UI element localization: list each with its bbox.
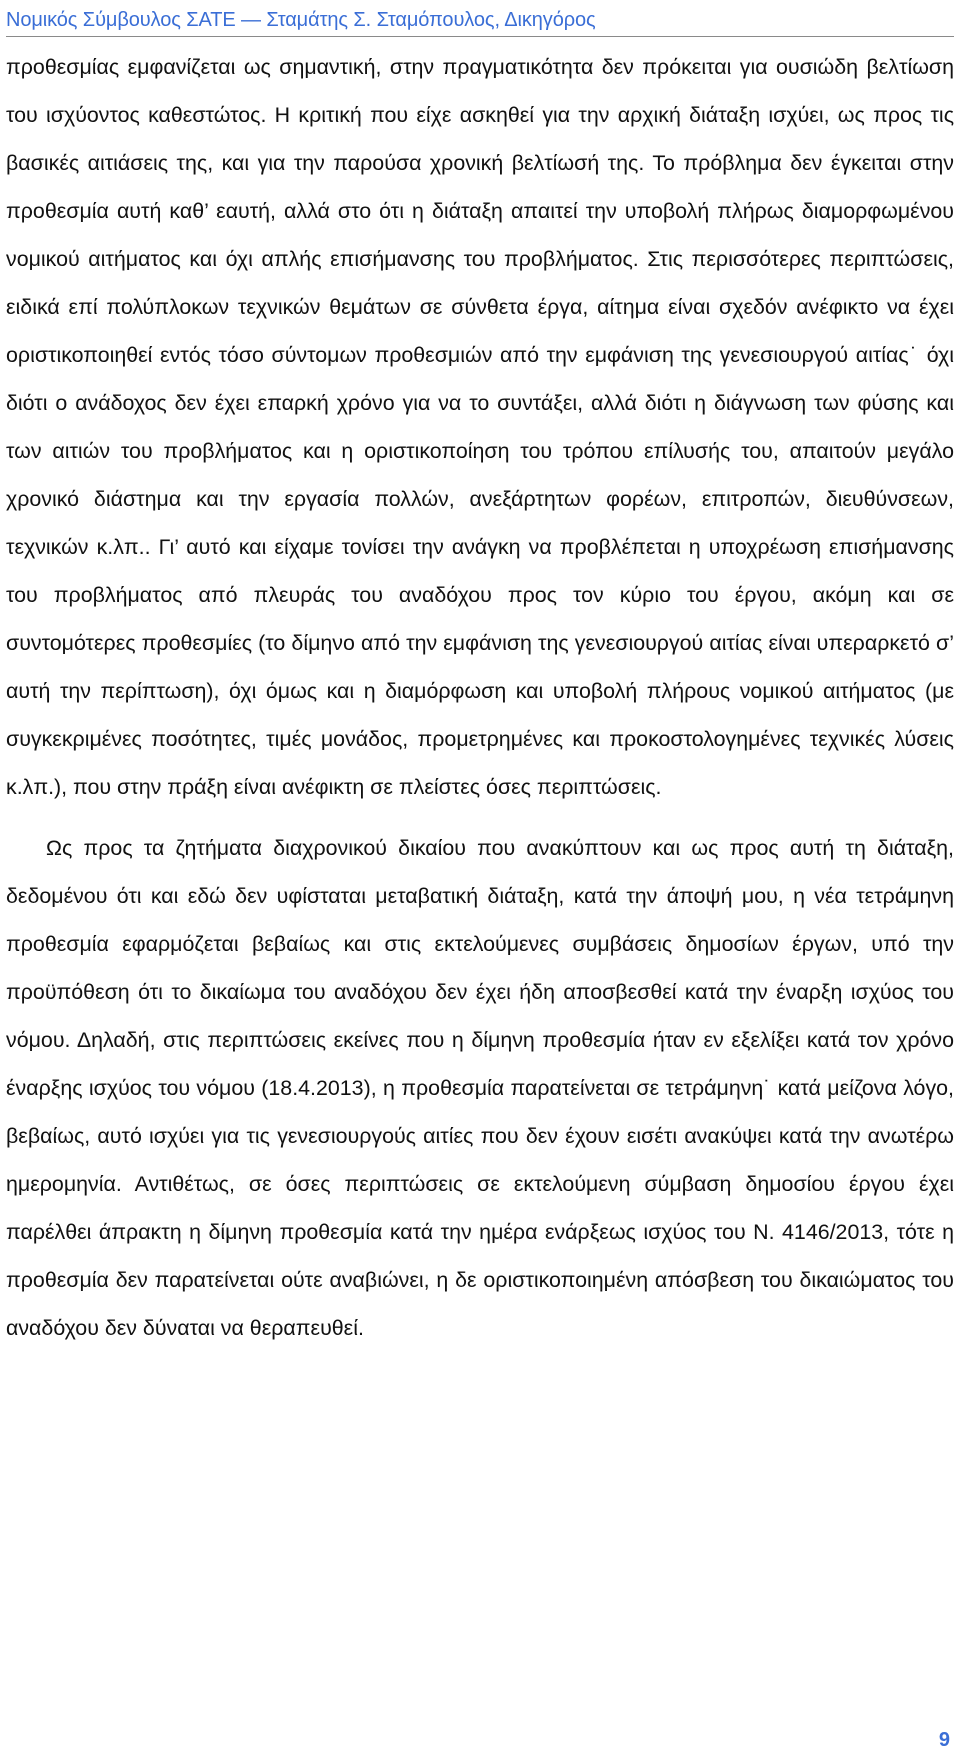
document-body (6, 43, 954, 1352)
page-header (6, 8, 954, 37)
page-number: 9 (938, 1729, 950, 1751)
body-paragraph-2: Ως προς τα ζητήματα διαχρονικού δικαίου που ανακύπτουν και ως προς αυτή τη διάταξη, δεδομένου ότι και εδώ δεν υφίσταται μεταβατική διάταξη, κατά την άποψή μου, η νέα τετράμηνη προθεσμία εφαρμόζεται βεβαίως και στις εκτελούμενες συμβάσεις δημοσίων έργων, υπό την προϋπόθεση ότι το δικαίωμα του αναδόχου δεν έχει ήδη αποσβεσθεί κατά την έναρξη ισχύος του νόμου. Δηλαδή, στις περιπτώσεις εκείνες που η δίμηνη προθεσμία ήταν εν εξελίξει κατά τον χρόνο έναρξης ισχύος του νόμου (18.4.2013), η προθεσμία παρατείνεται σε τετράμηνη˙ κατά μείζονα λόγο, βεβαίως, αυτό ισχύει για τις γενεσιουργούς αιτίες που δεν έχουν εισέτι ανακύψει κατά την ανωτέρω ημερομηνία. Αντιθέτως, σε όσες περιπτώσεις σε εκτελούμενη σύμβαση δημοσίου έργου έχει παρέλθει άπρακτη η δίμηνη προθεσμία κατά την ημέρα ενάρξεως ισχύος του Ν. 4146/2013, τότε η προθεσμία δεν παρατείνεται ούτε αναβιώνει, η δε οριστικοποιημένη απόσβεση του δικαιώματος του αναδόχου δεν δύναται να θεραπευθεί. (6, 836, 954, 1340)
body-paragraph-1: προθεσμίας εμφανίζεται ως σημαντική, στην πραγματικότητα δεν πρόκειται για ουσιώδη βελτίωση του ισχύοντος καθεστώτος. Η κριτική που είχε ασκηθεί για την αρχική διάταξη ισχύει, ως προς τις βασικές αιτιάσεις της, και για την παρούσα χρονική βελτίωσή της. Το πρόβλημα δεν έγκειται στην προθεσμία αυτή καθ’ εαυτή, αλλά στο ότι η διάταξη απαιτεί την υποβολή πλήρως διαμορφωμένου νομικού αιτήματος και όχι απλής επισήμανσης του προβλήματος. Στις περισσότερες περιπτώσεις, ειδικά επί πολύπλοκων τεχνικών θεμάτων σε σύνθετα έργα, αίτημα είναι σχεδόν ανέφικτο να έχει οριστικοποιηθεί εντός τόσο σύντομων προθεσμιών από την εμφάνιση της γενεσιουργού αιτίας˙ όχι διότι ο ανάδοχος δεν έχει επαρκή χρόνο για να το συντάξει, αλλά διότι η διάγνωση των φύσης και των αιτιών του προβλήματος και η οριστικοποίηση του τρόπου επίλυσής του, απαιτούν μεγάλο χρονικό διάστημα και την εργασία πολλών, ανεξάρτητων φορέων, επιτροπών, διευθύνσεων, τεχνικών κ.λπ.. Γι’ αυτό και είχαμε τονίσει την ανάγκη να προβλέπεται η υποχρέωση επισήμανσης του προβλήματος από πλευράς του αναδόχου προς τον κύριο του έργου, ακόμη και σε συντομότερες προθεσμίες (το δίμηνο από την εμφάνιση της γενεσιουργού αιτίας είναι υπεραρκετό σ’ αυτή την περίπτωση), όχι όμως και η διαμόρφωση και υποβολή πλήρους νομικού αιτήματος (με συγκεκριμένες ποσότητες, τιμές μονάδος, προμετρημένες και προκοστολογημένες τεχνικές λύσεις κ.λπ.), που στην πράξη είναι ανέφικτη σε πλείστες όσες περιπτώσεις. (6, 55, 954, 799)
header-title: Νομικός Σύμβουλος ΣΑΤΕ — Σταμάτης Σ. Σταμόπουλος, Δικηγόρος (6, 9, 596, 31)
